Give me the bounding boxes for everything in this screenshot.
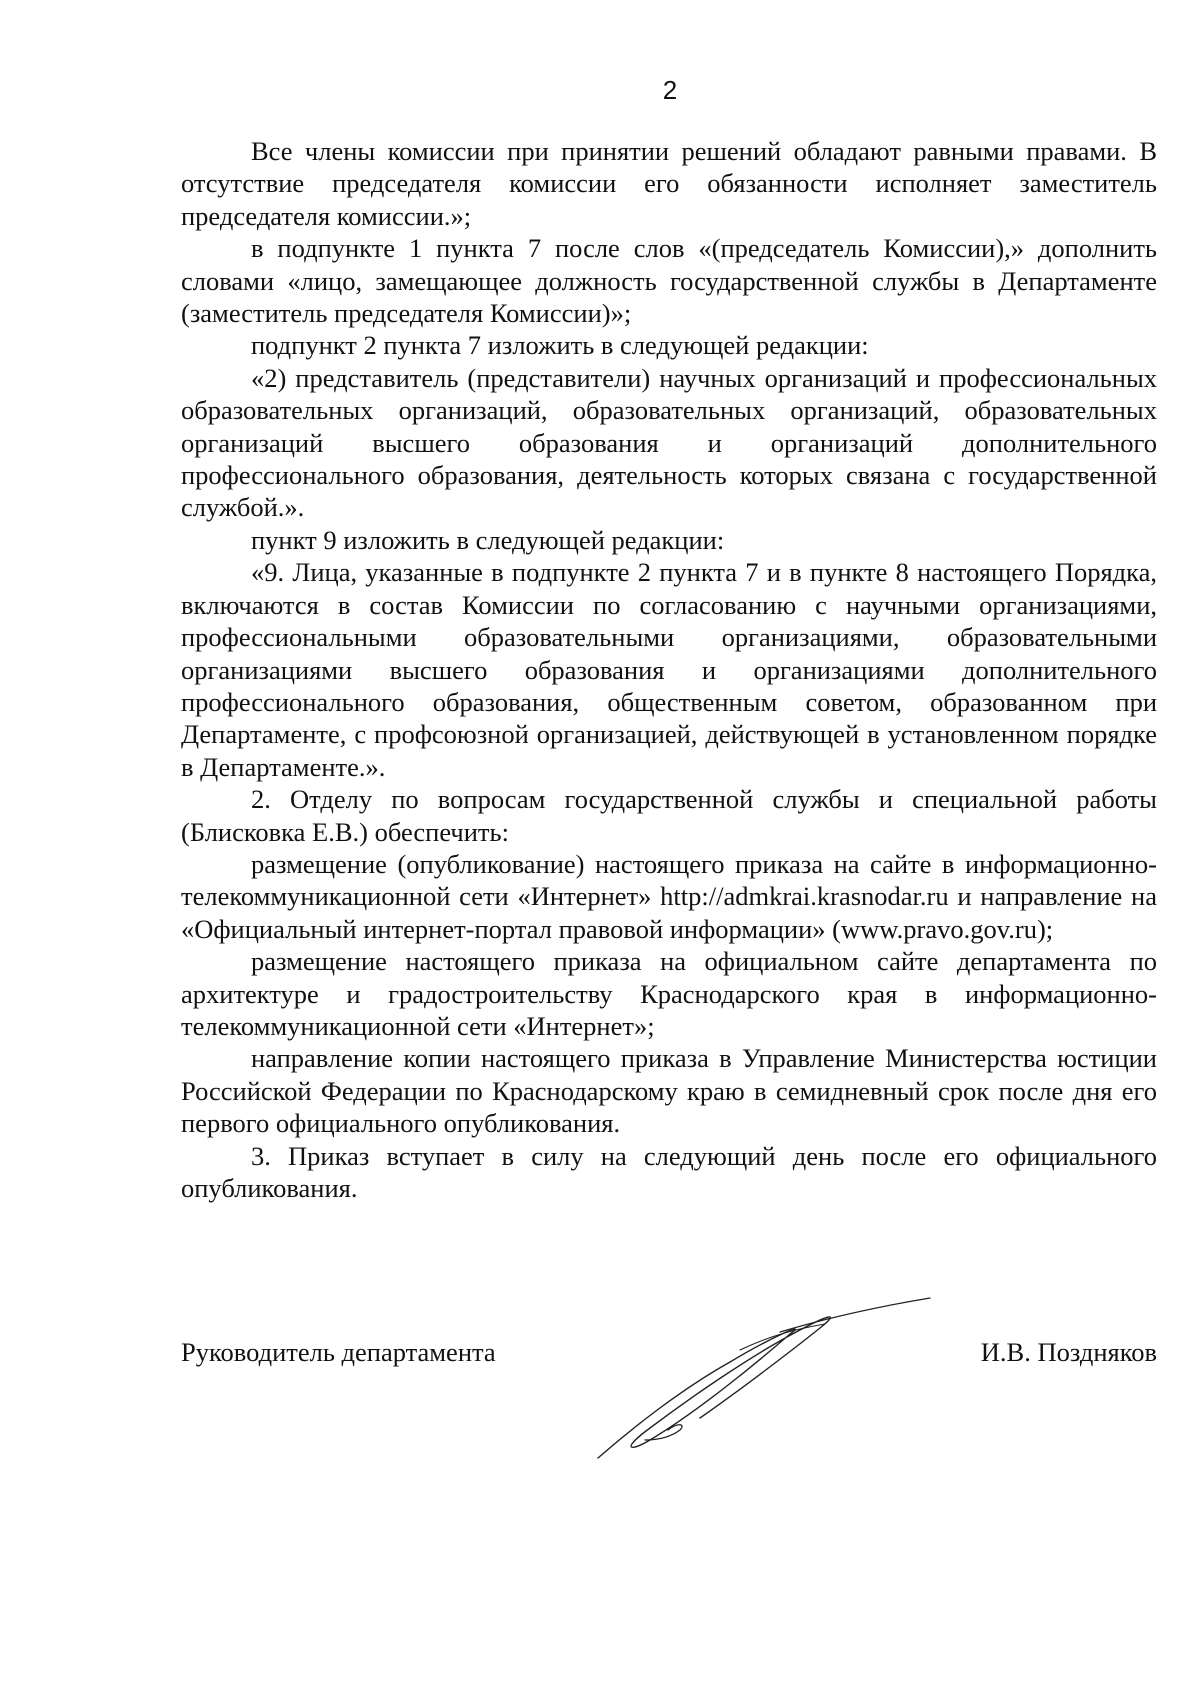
paragraph-publication-internet: размещение (опубликование) настоящего приказа на сайте в информационно-телекоммуникационной сети «Интернет» http://admkrai.krasnodar.ru и направление на «Официальный интернет-портал правовой информации» (www.pravo.gov.ru); xyxy=(181,848,1157,944)
paragraph-clause-9-intro: пункт 9 изложить в следующей редакции: xyxy=(251,524,725,555)
handwritten-signature xyxy=(590,1290,950,1470)
signatory-name: И.В. Поздняков xyxy=(980,1337,1157,1367)
paragraph-clause-9-text: «9. Лица, указанные в подпункте 2 пункта 7 и в пункте 8 настоящего Порядка, включаются в состав Комиссии по согласованию с научными организациями, профессиональными образовательными организациями, образовательными организациями высшего образования и организациями дополнительного профессионального образования, общественным советом, образованном при Департаменте, с профсоюзной организацией, действующей в установленном порядке в Департаменте.». xyxy=(181,557,1157,782)
paragraph-subclause-2-intro: подпункт 2 пункта 7 изложить в следующей редакции: xyxy=(251,330,869,361)
page-number: 2 xyxy=(662,75,678,105)
paragraph-ministry-copy: направление копии настоящего приказа в Управление Министерства юстиции Российской Федерации по Краснодарскому краю в семидневный срок после дня его первого официального опубликования. xyxy=(181,1043,1157,1139)
signatory-position: Руководитель департамента xyxy=(181,1337,496,1367)
paragraph-item-2: 2. Отделу по вопросам государственной службы и специальной работы (Блисковка Е.В.) обеспечить: xyxy=(181,784,1157,847)
signature-block xyxy=(181,1336,1157,1376)
paragraph-item-3: 3. Приказ вступает в силу на следующий день после его официального опубликования. xyxy=(181,1140,1157,1203)
paragraph-subclause-1-amendment: в подпункте 1 пункта 7 после слов «(председатель Комиссии),» дополнить словами «лицо, замещающее должность государственной службы в Департаменте (заместитель председателя Комиссии)»; xyxy=(181,233,1157,329)
paragraph-equal-rights: Все члены комиссии при принятии решений обладают равными правами. В отсутствие председателя комиссии его обязанности исполняет заместитель председателя комиссии.»; xyxy=(181,136,1157,231)
document-body xyxy=(181,135,1157,1204)
paragraph-subclause-2-text: «2) представитель (представители) научных организаций и профессиональных образовательных организаций, образовательных организаций, образовательных организаций высшего образования и организаций дополнительного профессионального образования, деятельность которых связана с государственной службой.». xyxy=(181,362,1157,523)
paragraph-publication-department-site: размещение настоящего приказа на официальном сайте департамента по архитектуре и градостроительству Краснодарского края в информационно-телекоммуникационной сети «Интернет»; xyxy=(181,946,1157,1041)
